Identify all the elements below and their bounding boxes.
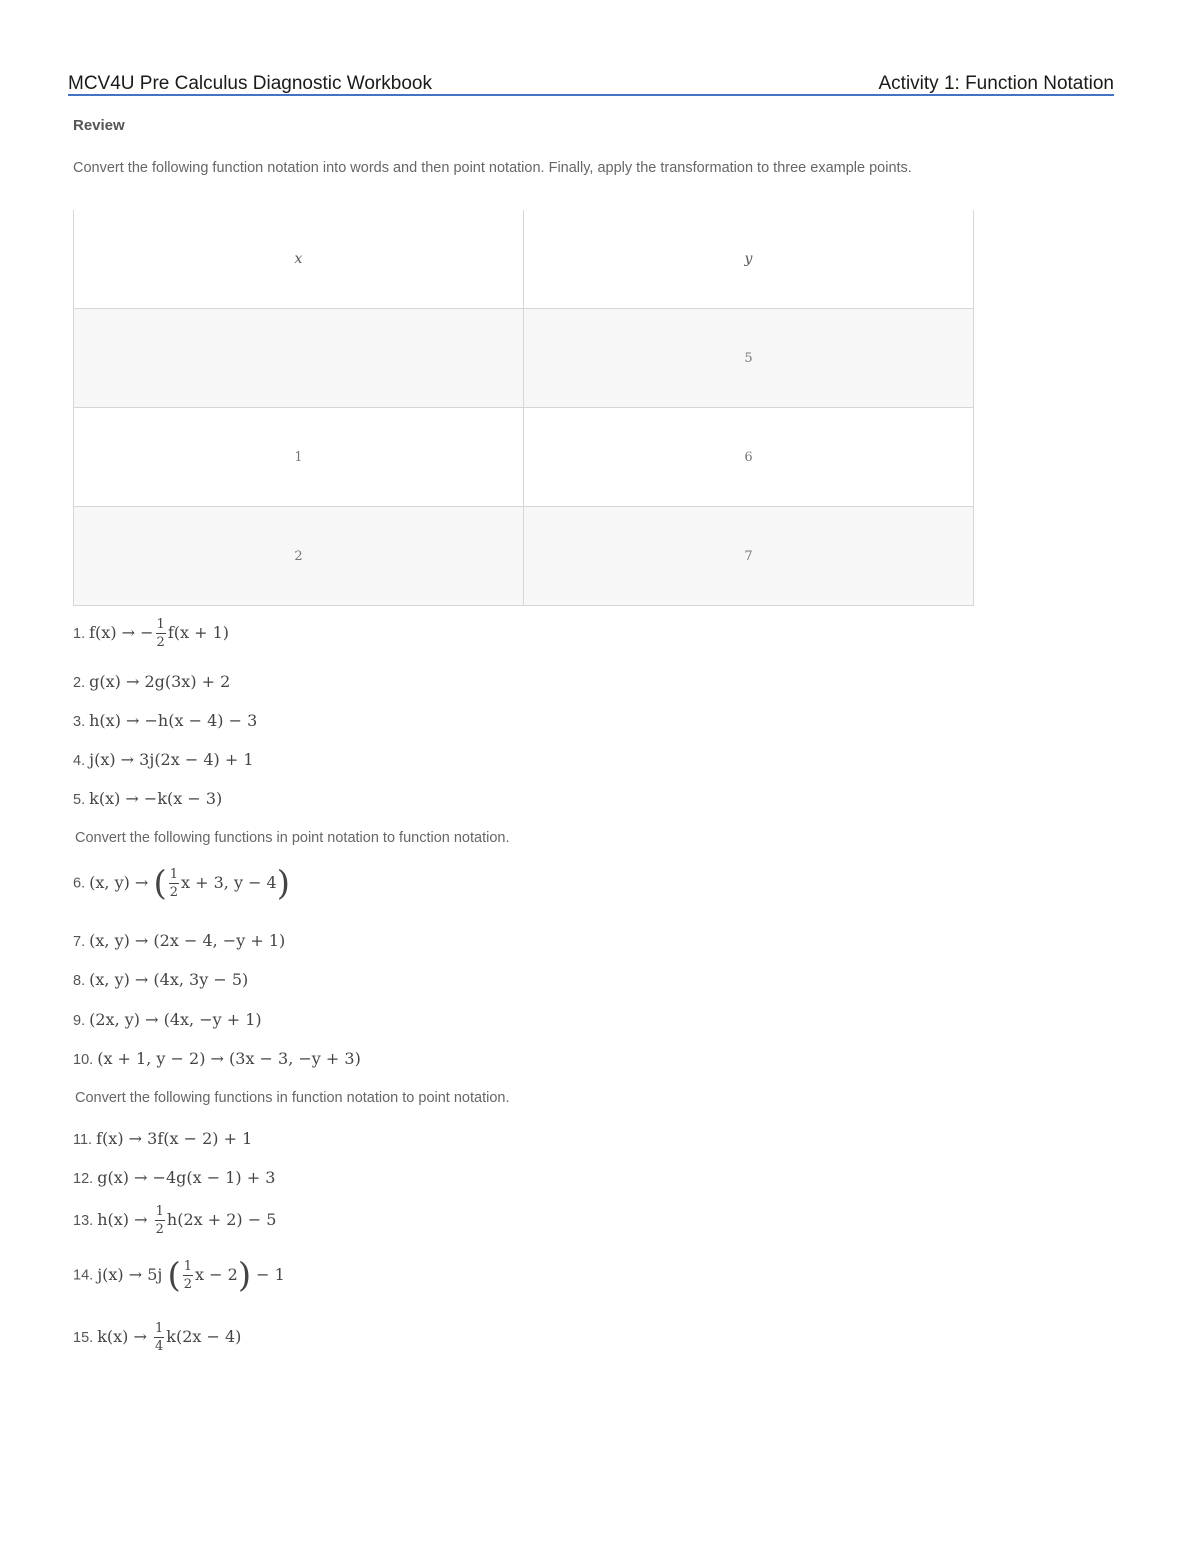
table-header-row	[74, 210, 974, 309]
fraction: $\frac{1}{2}$	[156, 617, 165, 650]
review-instructions: Convert the following function notation into words and then point notation. Finally, apply the transformation to three example points.	[73, 160, 912, 176]
question-6: 6. (x, y) → ( $\frac{1}{2}$ x + 3, y − 4)	[73, 863, 290, 903]
question-14-expression: j(x) → 5j ( $\frac{1}{2}$ x − 2) − 1	[97, 1255, 285, 1295]
question-11-expression: f(x) → 3f(x − 2) + 1	[96, 1129, 253, 1148]
question-12-expression: g(x) → −4g(x − 1) + 3	[97, 1168, 276, 1187]
y-cell: 6	[524, 408, 974, 507]
workbook-title: MCV4U Pre Calculus Diagnostic Workbook	[68, 73, 432, 94]
table-row	[74, 408, 974, 507]
y-cell: 7	[524, 507, 974, 606]
question-12: 12. g(x) → −4g(x − 1) + 3	[73, 1168, 276, 1187]
question-7: 7. (x, y) → (2x − 4, −y + 1)	[73, 931, 286, 950]
fraction: $\frac{1}{2}$	[183, 1258, 193, 1292]
page-header	[68, 73, 1114, 97]
fraction: $\frac{1}{2}$	[155, 1204, 164, 1237]
question-2: 2. g(x) → 2g(3x) + 2	[73, 672, 231, 691]
question-4-expression: j(x) → 3j(2x − 4) + 1	[89, 750, 254, 769]
question-8: 8. (x, y) → (4x, 3y − 5)	[73, 970, 249, 989]
question-3: 3. h(x) → −h(x − 4) − 3	[73, 711, 258, 730]
x-cell	[74, 309, 524, 408]
set3-instructions: Convert the following functions in function notation to point notation.	[75, 1090, 510, 1106]
y-cell: 5	[524, 309, 974, 408]
activity-title: Activity 1: Function Notation	[878, 73, 1114, 94]
table-row	[74, 507, 974, 606]
question-9-expression: (2x, y) → (4x, −y + 1)	[89, 1010, 262, 1029]
question-9: 9. (2x, y) → (4x, −y + 1)	[73, 1010, 262, 1029]
x-cell: 1	[74, 408, 524, 507]
question-1: 1. f(x) → − $\frac{1}{2}$ f(x + 1)	[73, 617, 230, 650]
question-15-expression: k(x) → $\frac{1}{4}$ k(2x − 4)	[97, 1321, 242, 1354]
question-13: 13. h(x) → $\frac{1}{2}$ h(2x + 2) − 5	[73, 1204, 277, 1237]
question-6-expression: (x, y) → ( $\frac{1}{2}$ x + 3, y − 4)	[89, 863, 290, 903]
question-11: 11. f(x) → 3f(x − 2) + 1	[73, 1129, 253, 1148]
question-4: 4. j(x) → 3j(2x − 4) + 1	[73, 750, 254, 769]
fraction: $\frac{1}{4}$	[155, 1321, 164, 1354]
question-5: 5. k(x) → −k(x − 3)	[73, 789, 223, 808]
question-2-expression: g(x) → 2g(3x) + 2	[89, 672, 231, 691]
question-10: 10. (x + 1, y − 2) → (3x − 3, −y + 3)	[73, 1049, 361, 1068]
question-5-expression: k(x) → −k(x − 3)	[89, 789, 223, 808]
question-1-expression: f(x) → − $\frac{1}{2}$ f(x + 1)	[89, 617, 230, 650]
x-column-header: x	[74, 210, 524, 309]
question-7-expression: (x, y) → (2x − 4, −y + 1)	[89, 931, 286, 950]
question-13-expression: h(x) → $\frac{1}{2}$ h(2x + 2) − 5	[97, 1204, 277, 1237]
question-14: 14. j(x) → 5j ( $\frac{1}{2}$ x − 2) − 1	[73, 1255, 285, 1295]
y-column-header: y	[524, 210, 974, 309]
example-points-table	[73, 210, 974, 606]
question-8-expression: (x, y) → (4x, 3y − 5)	[89, 970, 249, 989]
table-row	[74, 309, 974, 408]
set2-instructions: Convert the following functions in point notation to function notation.	[75, 830, 510, 846]
question-3-expression: h(x) → −h(x − 4) − 3	[89, 711, 258, 730]
question-15: 15. k(x) → $\frac{1}{4}$ k(2x − 4)	[73, 1321, 242, 1354]
header-rule	[68, 94, 1114, 96]
question-10-expression: (x + 1, y − 2) → (3x − 3, −y + 3)	[97, 1049, 361, 1068]
fraction: $\frac{1}{2}$	[169, 866, 178, 900]
x-cell: 2	[74, 507, 524, 606]
review-heading: Review	[73, 117, 125, 134]
